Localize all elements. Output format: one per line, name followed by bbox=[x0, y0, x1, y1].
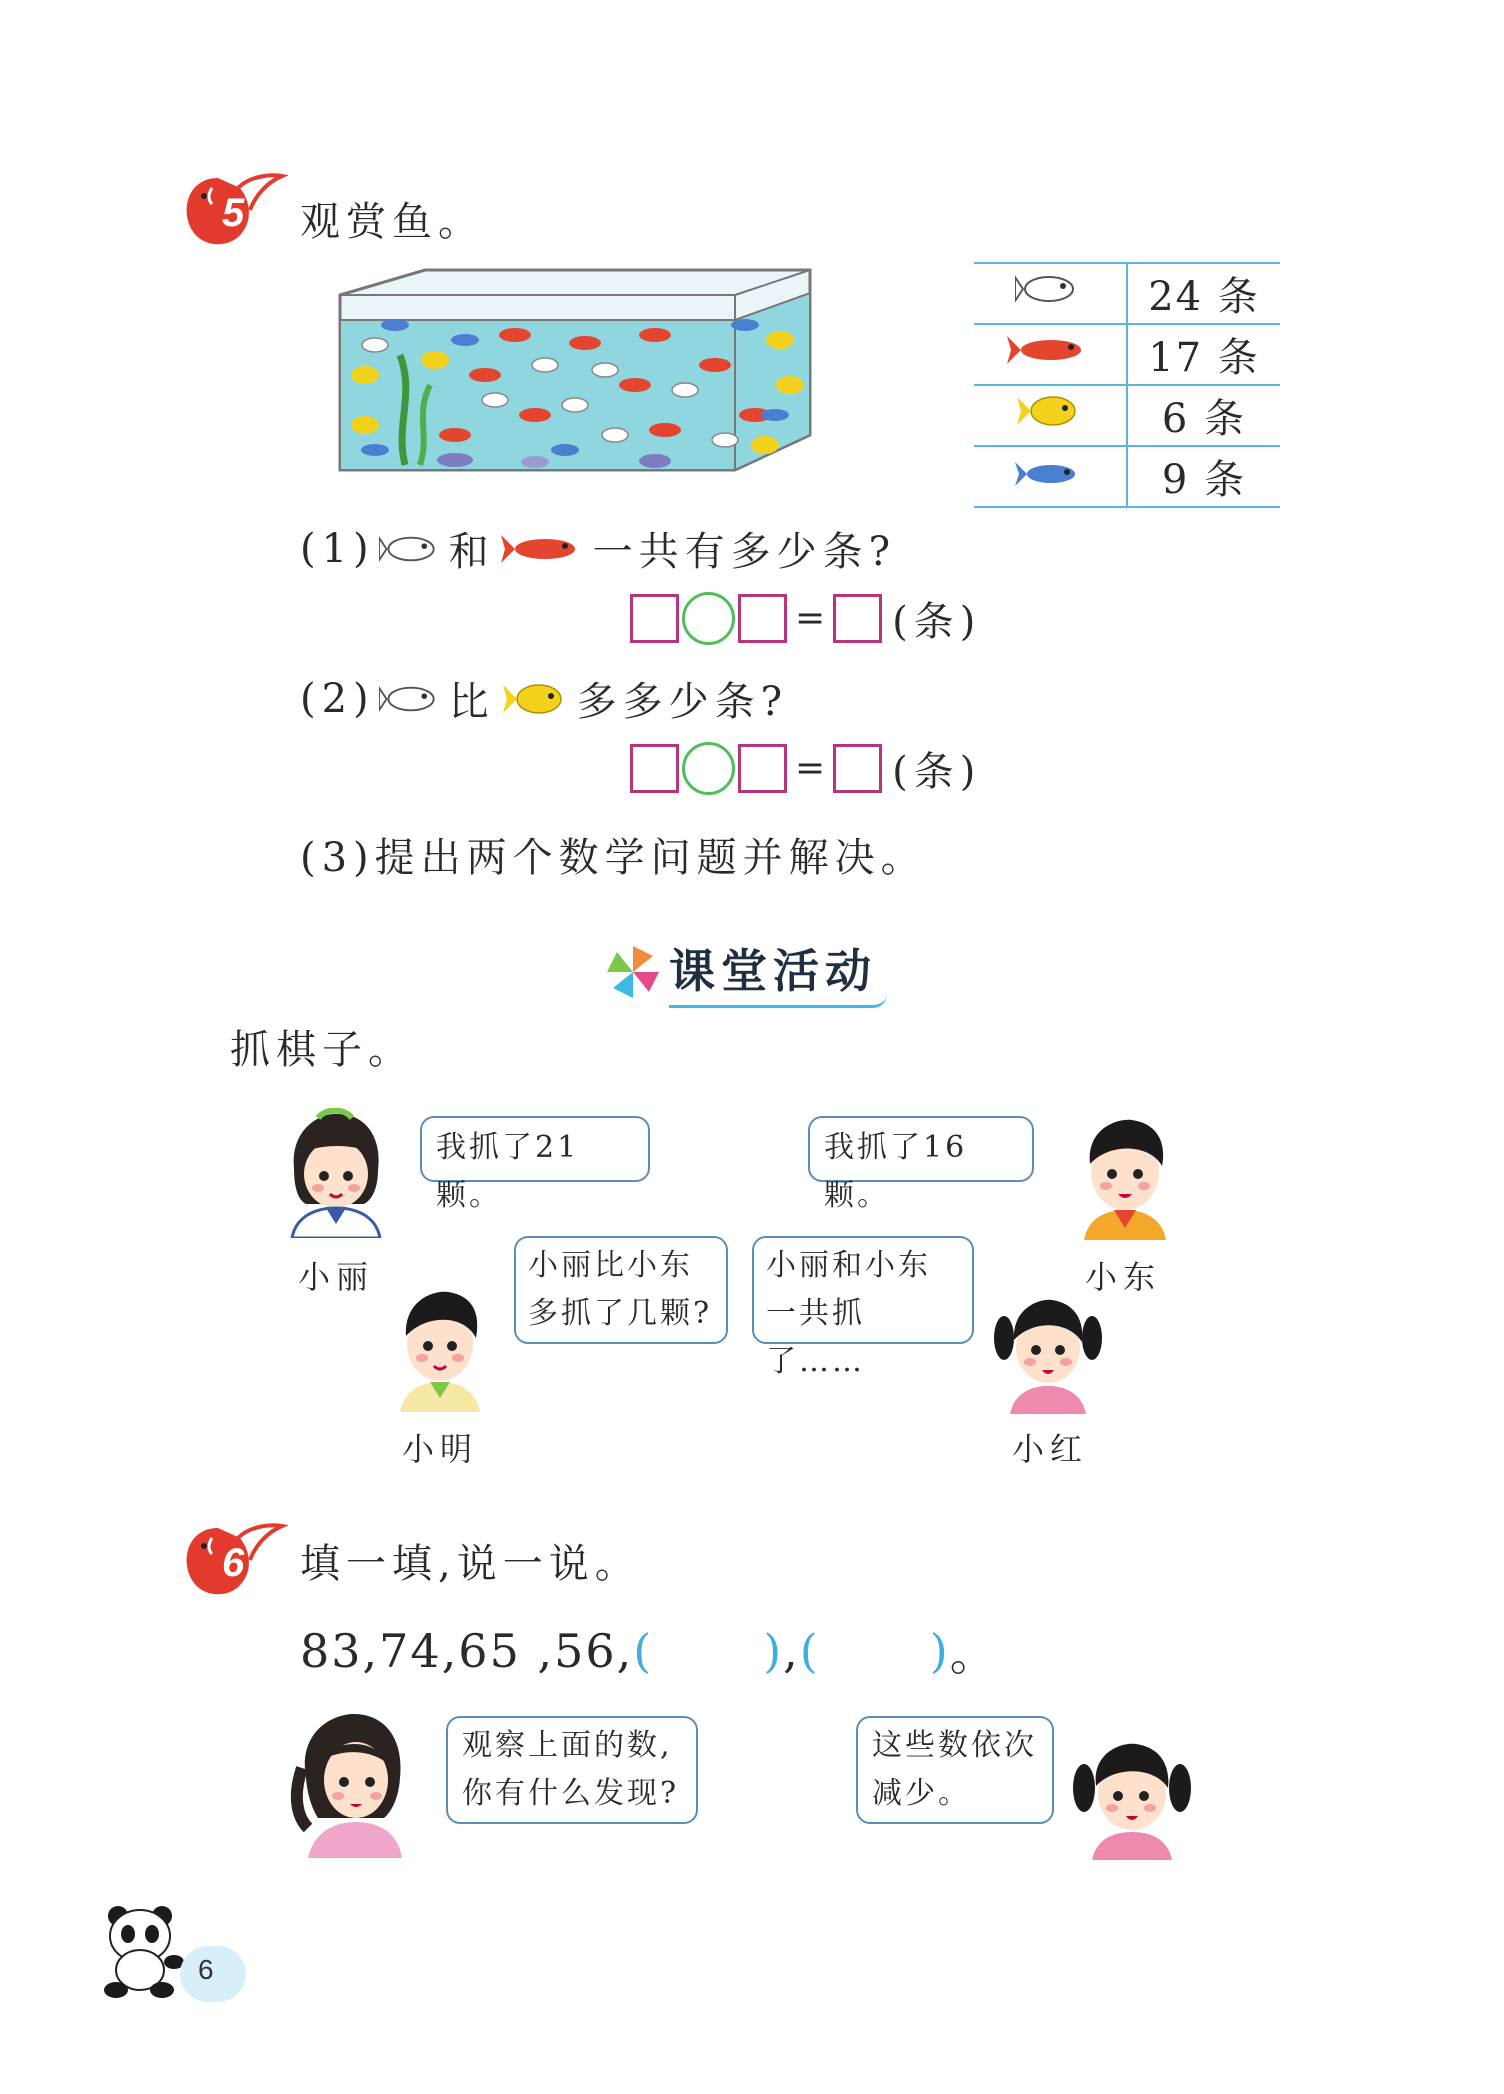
equation-1 bbox=[630, 588, 981, 648]
answer-box[interactable] bbox=[738, 594, 787, 643]
unit-label: (条) bbox=[892, 748, 982, 795]
xiaodong-avatar bbox=[1070, 1110, 1180, 1244]
white-fish-icon bbox=[974, 263, 1127, 324]
white-fish-icon bbox=[379, 531, 445, 567]
answer-box[interactable] bbox=[630, 744, 679, 793]
xiaohong-speech-bubble bbox=[752, 1236, 974, 1379]
table-row bbox=[974, 446, 1280, 507]
equals-sign: = bbox=[795, 747, 826, 789]
table-row bbox=[974, 324, 1280, 385]
problem-6-title: 填一填,说一说。 bbox=[300, 1541, 641, 1587]
red-fish-icon bbox=[974, 324, 1127, 385]
blank-1[interactable] bbox=[653, 1628, 763, 1674]
problem-6-badge bbox=[178, 1520, 288, 1602]
xiaodong-name: 小东 bbox=[1085, 1258, 1162, 1296]
xiaohong-speech-line-1: 小丽和小东 bbox=[766, 1248, 931, 1283]
table-row bbox=[974, 263, 1280, 324]
xiaohong-name: 小红 bbox=[1012, 1430, 1089, 1468]
teacher-speech-line-2: 你有什么发现? bbox=[462, 1776, 680, 1811]
yellow-fish-icon bbox=[501, 679, 571, 719]
answer-box[interactable] bbox=[738, 744, 787, 793]
activity-title: 课堂活动 bbox=[669, 935, 887, 1008]
girl-avatar bbox=[1070, 1738, 1194, 1864]
teacher-speech-line-1: 观察上面的数, bbox=[462, 1728, 673, 1763]
answer-box[interactable] bbox=[630, 594, 679, 643]
question-3: (3)提出两个数学问题并解决。 bbox=[300, 835, 927, 881]
question-2-connector: 比 bbox=[448, 679, 495, 725]
question-2-text: 多多少条? bbox=[576, 679, 789, 725]
white-fish-icon bbox=[379, 681, 445, 717]
unit-label: (条) bbox=[892, 598, 982, 645]
activity-task: 抓棋子。 bbox=[230, 1027, 414, 1073]
table-row bbox=[974, 385, 1280, 446]
activity-heading bbox=[605, 935, 887, 1008]
fish-tank-illustration bbox=[335, 265, 820, 479]
girl-speech-bubble bbox=[856, 1716, 1054, 1824]
result-box[interactable] bbox=[833, 594, 882, 643]
page-number: 6 bbox=[198, 1954, 214, 1985]
question-1-connector: 和 bbox=[448, 529, 495, 575]
problem-5-title: 观赏鱼。 bbox=[300, 199, 484, 245]
xiaoli-speech-bubble bbox=[420, 1116, 650, 1213]
red-fish-count: 17 条 bbox=[1127, 324, 1280, 385]
xiaoli-name: 小丽 bbox=[298, 1258, 375, 1296]
xiaodong-speech-bubble bbox=[808, 1116, 1034, 1213]
equals-sign: = bbox=[795, 597, 826, 639]
problem-6-number: 6 bbox=[222, 1541, 245, 1585]
yellow-fish-icon bbox=[974, 385, 1127, 446]
result-box[interactable] bbox=[833, 744, 882, 793]
white-fish-count: 24 条 bbox=[1127, 263, 1280, 324]
xiaoli-avatar bbox=[282, 1108, 388, 1242]
blank-separator: , bbox=[783, 1624, 800, 1678]
girl-speech-line-2: 减少。 bbox=[872, 1776, 971, 1811]
pinwheel-icon bbox=[605, 944, 661, 1000]
question-2-label: (2) bbox=[300, 675, 375, 722]
xiaoming-speech-line-1: 小丽比小东 bbox=[528, 1248, 693, 1283]
blank-2-close: ) bbox=[929, 1624, 950, 1678]
xiaodong-speech: 我抓了16颗。 bbox=[824, 1130, 968, 1213]
question-2 bbox=[300, 670, 788, 727]
sequence-end: 。 bbox=[949, 1627, 998, 1681]
blank-1-open: ( bbox=[633, 1624, 654, 1678]
teacher-avatar bbox=[288, 1708, 418, 1862]
blue-fish-icon bbox=[974, 446, 1127, 507]
red-fish-icon bbox=[501, 531, 587, 567]
question-1-label: (1) bbox=[300, 525, 375, 572]
blue-fish-count: 9 条 bbox=[1127, 446, 1280, 507]
yellow-fish-count: 6 条 bbox=[1127, 385, 1280, 446]
question-1 bbox=[300, 520, 896, 577]
operator-circle[interactable] bbox=[682, 592, 735, 645]
xiaohong-speech-line-2: 一共抓了…… bbox=[766, 1296, 865, 1379]
xiaoli-speech: 我抓了21颗。 bbox=[436, 1130, 580, 1213]
question-1-text: 一共有多少条? bbox=[592, 529, 897, 575]
fish-count-table bbox=[974, 262, 1280, 508]
teacher-speech-bubble bbox=[446, 1716, 698, 1824]
blank-2[interactable] bbox=[820, 1628, 930, 1674]
equation-2 bbox=[630, 738, 981, 798]
xiaoming-speech-line-2: 多抓了几颗? bbox=[528, 1296, 713, 1331]
panda-icon bbox=[98, 1900, 188, 2004]
number-sequence bbox=[300, 1618, 998, 1684]
xiaoming-avatar bbox=[390, 1284, 490, 1416]
xiaoming-speech-bubble bbox=[514, 1236, 728, 1344]
problem-5-badge bbox=[178, 170, 288, 252]
girl-speech-line-1: 这些数依次 bbox=[872, 1728, 1037, 1763]
xiaohong-avatar bbox=[992, 1292, 1104, 1418]
xiaoming-name: 小明 bbox=[402, 1430, 479, 1468]
blank-1-close: ) bbox=[763, 1624, 784, 1678]
blank-2-open: ( bbox=[799, 1624, 820, 1678]
sequence-values: 83,74,65 ,56, bbox=[300, 1624, 634, 1678]
operator-circle[interactable] bbox=[682, 742, 735, 795]
problem-5-number: 5 bbox=[222, 191, 245, 235]
